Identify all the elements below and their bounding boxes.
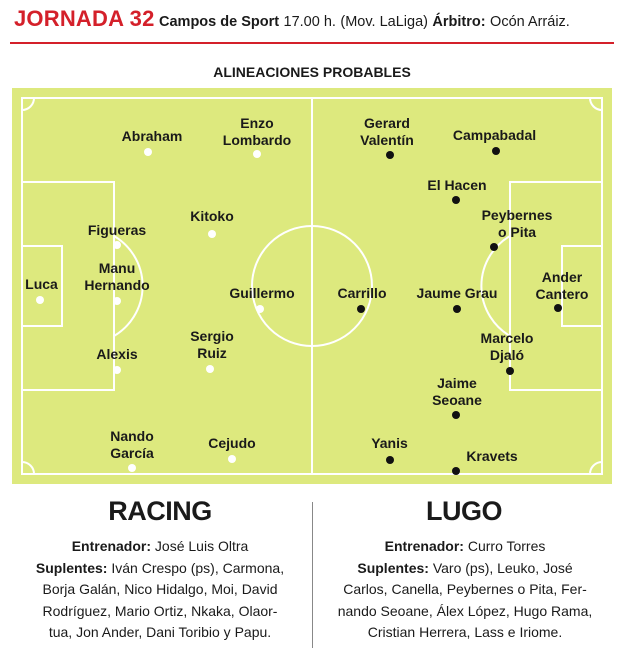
player-racing-11: Cejudo	[208, 435, 256, 451]
racing-subs-line: Borja Galán, Nico Hidalgo, Moi, David	[42, 581, 278, 597]
player-dot	[113, 366, 121, 374]
player-dot	[144, 148, 152, 156]
player-racing-1: Abraham	[121, 128, 183, 144]
player-lugo-3: El Hacen	[427, 177, 487, 193]
player-racing-2: Enzo Lombardo	[222, 115, 292, 148]
lugo-info	[316, 536, 614, 644]
player-dot	[113, 297, 121, 305]
team-name-racing: RACING	[108, 496, 212, 526]
corner-arc-tr	[590, 98, 602, 110]
player-lugo-10: Yanis	[371, 435, 408, 451]
player-racing-3: Figueras	[87, 222, 147, 238]
racing-subs-line: Rodríguez, Mario Ortiz, Nkaka, Olaor-	[42, 602, 278, 619]
referee-name: Ocón Arráiz.	[490, 14, 570, 30]
player-dot	[492, 147, 500, 155]
player-racing-8: Sergio Ruiz	[190, 328, 234, 361]
player-dot	[452, 467, 460, 475]
player-lugo-11: Kravets	[466, 448, 518, 464]
header-divider	[10, 42, 614, 44]
player-dot	[206, 365, 214, 373]
corner-arc-tl	[22, 98, 34, 110]
player-dot	[36, 296, 44, 304]
player-dot	[453, 305, 461, 313]
racing-subs-line: tua, Jon Ander, Dani Toribio y Papu.	[48, 624, 272, 640]
lineups-subtitle: ALINEACIONES PROBABLES	[213, 64, 411, 80]
football-pitch	[12, 88, 612, 484]
kickoff-time: 17.00 h.	[283, 14, 336, 30]
player-dot	[256, 305, 264, 313]
stadium: Campos de Sport	[159, 14, 280, 30]
player-dot	[554, 304, 562, 312]
racing-subs-line: Suplentes: Iván Crespo (ps), Carmona,	[35, 559, 285, 576]
tv-channel: (Mov. LaLiga)	[340, 14, 428, 30]
player-dot	[386, 456, 394, 464]
player-racing-6: Manu Hernando	[84, 260, 150, 293]
lugo-subs-line: Cristian Herrera, Lass e Iriome.	[367, 624, 563, 640]
lugo-coach: Entrenador: Curro Torres	[384, 538, 546, 554]
player-lugo-8: Marcelo Djaló	[480, 330, 534, 363]
player-dot	[452, 411, 460, 419]
match-header	[14, 6, 614, 36]
lugo-subs-line: Carlos, Canella, Peybernes o Pita, Fer-	[343, 581, 587, 597]
column-divider	[312, 502, 313, 648]
player-lugo-2: Campabadal	[452, 127, 537, 143]
player-racing-7: Guillermo	[229, 285, 295, 301]
player-racing-9: Alexis	[96, 346, 138, 362]
player-lugo-7: Jaume Grau	[416, 285, 498, 301]
player-dot	[113, 241, 121, 249]
player-lugo-4: Peybernes o Pita	[481, 207, 553, 240]
player-dot	[253, 150, 261, 158]
team-name-lugo: LUGO	[426, 496, 502, 526]
player-lugo-1: Gerard Valentín	[360, 115, 414, 148]
player-dot	[452, 196, 460, 204]
racing-coach: Entrenador: José Luis Oltra	[71, 538, 249, 554]
player-dot	[490, 243, 498, 251]
player-racing-4: Kitoko	[190, 208, 234, 224]
racing-info	[12, 536, 308, 644]
player-lugo-6: Carrillo	[337, 285, 387, 301]
player-dot	[128, 464, 136, 472]
player-racing-5: Luca	[25, 276, 58, 292]
jornada-title: JORNADA 32	[14, 6, 155, 31]
player-racing-10: Nando García	[110, 428, 154, 461]
player-lugo-5: Ander Cantero	[535, 269, 589, 302]
referee-label: Árbitro:	[432, 14, 486, 30]
lugo-subs-line: nando Seoane, Álex López, Hugo Rama,	[337, 602, 593, 619]
player-dot	[228, 455, 236, 463]
corner-arc-br	[590, 462, 602, 474]
player-dot	[386, 151, 394, 159]
player-dot	[506, 367, 514, 375]
player-dot	[208, 230, 216, 238]
player-dot	[357, 305, 365, 313]
corner-arc-bl	[22, 462, 34, 474]
lugo-subs-line: Suplentes: Varo (ps), Leuko, José	[357, 559, 573, 576]
player-lugo-9: Jaime Seoane	[432, 375, 482, 408]
